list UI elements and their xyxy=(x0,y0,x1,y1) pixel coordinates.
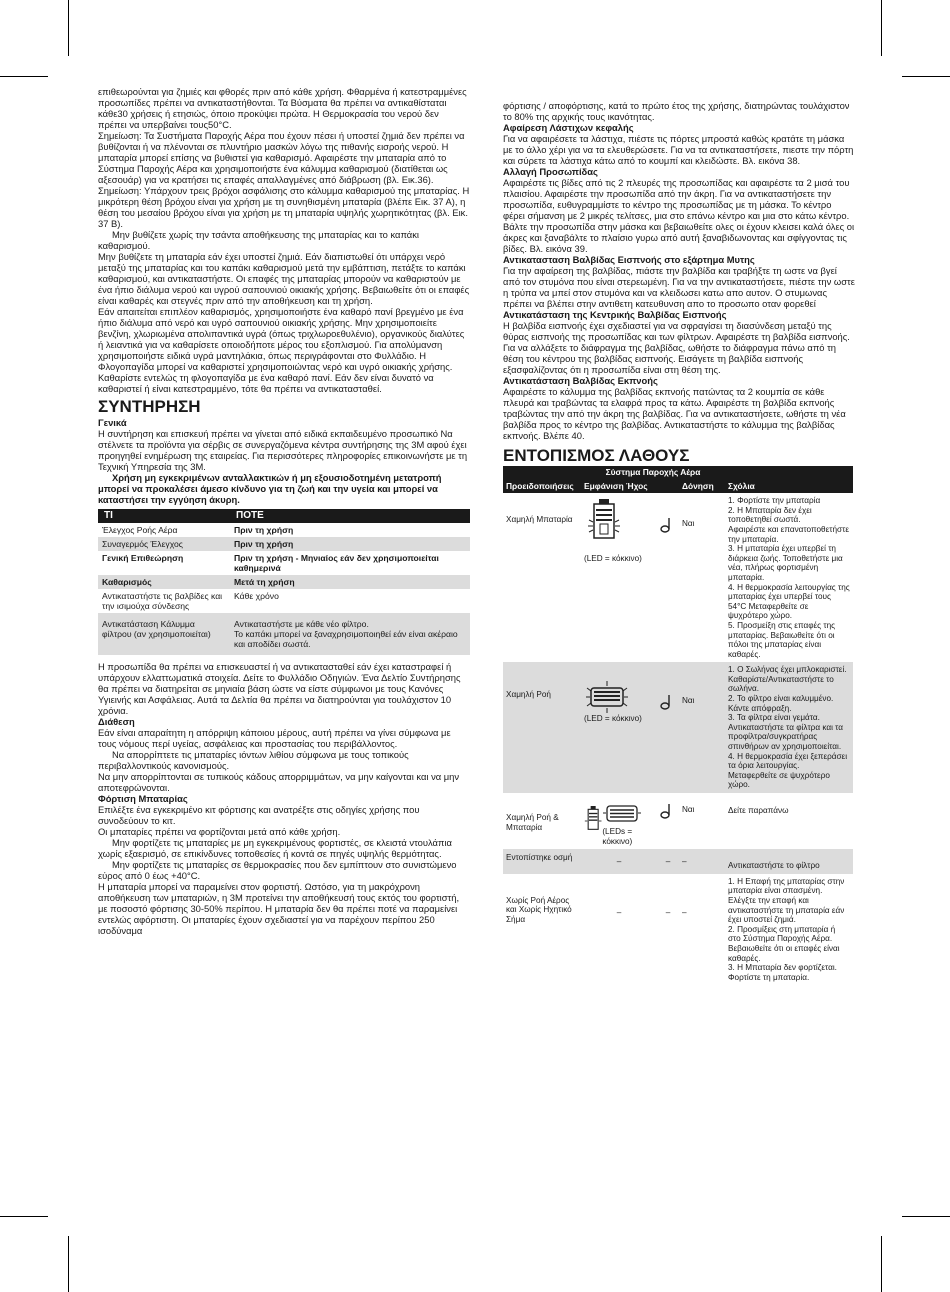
vibration-cell: – xyxy=(682,907,687,917)
table-row xyxy=(98,523,470,537)
warning-text: Χρήση μη εγκεκριμένων ανταλλακτικών ή μη εξουσιοδοτημένη μετατροπή μπορεί να προκαλέσει άμεσο κίνδυνο για τη ζωή και την υγεία και μπορεί να καταστήσει την εγγύηση άκυρη. xyxy=(98,472,442,505)
table-row xyxy=(503,874,853,986)
battery-led-icon xyxy=(584,801,602,841)
paragraph: Η προσωπίδα θα πρέπει να επισκευαστεί ή να αντικατασταθεί εάν έχει καταστραφεί ή υπάρχουν ελλαττωματικά στοιχεία. Δείτε το Φυλλάδιο Οδηγιών. Ένα Δελτίο Συντήρησης θα πρέπει να διατηρείται σε μηνιαία βάση ώστε να είστε σύμφωνοι με τους Κανόνες Υγιεινής και Ασφάλειας. Αυτά τα Δελτία θα πρέπει να διατηρούνται για τουλάχιστον 10 χρόνια. xyxy=(98,661,461,716)
vibration-cell: Ναι xyxy=(679,662,725,793)
paragraph: Μην βυθίζετε τη μπαταρία εάν έχει υποστεί ζημιά. Εάν διαπιστωθεί ότι υπάρχει νερό μεταξύ της μπαταρίας και του καπάκι καθαρισμού μετά την εμβάπτιση, πετάξτε το καπάκι καθαρισμού, και αντικαταστήστε. Οι επαφές της μπαταρίας μπορούν να καθαριστούν με ένα ήπιο διάλυμα νερού και υγρού σαπουνιού οικιακής χρήσης. Βεβαιωθείτε ότι οι επαφές είναι καθαρές και στεγνές πριν από την αποθήκευση και τη χρήση. xyxy=(98,251,470,306)
sound-cell xyxy=(657,493,679,662)
table-row xyxy=(98,613,470,655)
crop-mark xyxy=(0,76,48,77)
paragraph: Η βαλβίδα εισπνοής έχει σχεδιαστεί για να σφραγίσει τη διασύνδεση μεταξύ της θύρας εισπνοής της προσωπίδας και των φίλτρων. Αφαιρέστε τη βαλβίδα εισπνοής. Για να αλλάξετε το διάφραγμα της βαλβίδας, ωθήστε το διάφραγμα πάνω από τη θέση του κέντρου της βαλβίδας εισπνοής. Εισάγετε τη βαλβίδα εισπνοής εξασφαλίζοντας ότι η προσωπίδα είναι στη θέση της. xyxy=(503,320,850,375)
charging-heading: Φόρτιση Μπαταρίας xyxy=(98,793,188,804)
paragraph: Μην φορτίζετε τις μπαταρίες με μη εγκεκριμένους φορτιστές, σε κλειστά ντουλάπια χωρίς εξαερισμό, σε επικίνδυνες τοποθεσίες ή κοντά σε πηγές υψηλής θερμότητας. xyxy=(98,837,452,859)
vibration-cell: – xyxy=(679,849,725,874)
paragraph: Σημείωση: Υπάρχουν τρεις βρόχοι ασφάλισης στο κάλυμμα καθαρισμού της μπαταρίας. Η μικρότερη θέση βρόχου είναι για χρήση με τη συνηθισμένη μπαταρία (βλέπε Εικ. 37 Α), η θέση του μεσαίου βρόχου είναι για χρήση με τη μπαταρία υψηλής χωρητικότητας (βλ. Εικ. 37 Β). xyxy=(98,185,470,229)
vibration-cell: Ναι xyxy=(682,805,695,814)
when-cell: Πριν τη χρήση xyxy=(230,537,470,551)
warning-cell: Εντοπίστηκε οσμή xyxy=(503,849,581,874)
comments-cell: Αντικαταστήστε το φίλτρο xyxy=(725,849,853,874)
warning-cell: Χαμηλή Ροή xyxy=(503,662,581,793)
paragraph: Εάν είναι απαραίτητη η απόρριψη κάποιου μέρους, αυτή πρέπει να γίνει σύμφωνα με τους νόμους περί υγείας, ασφάλειας και προστασίας του περιβάλλοντος. xyxy=(98,727,451,749)
crop-mark xyxy=(881,0,882,56)
crop-mark xyxy=(902,76,950,77)
airflow-led-icon xyxy=(602,801,642,827)
sound-cell: – xyxy=(657,849,679,874)
what-cell: Αντικαταστήστε τις βαλβίδες και την ισιμούχα σύνδεσης xyxy=(102,591,223,611)
sound-cell xyxy=(657,662,679,793)
paragraph: Εάν απαιτείται επιπλέον καθαρισμός, χρησιμοποιήστε ένα καθαρό πανί βρεγμένο με ένα ήπιο διάλυμα από νερό και υγρό σαπουνιού οικιακής χρήσης. Μην χρησιμοποιείτε βενζίνη, χλωριωμένα απολιπαντικά υγρά (όπως τριχλωροεθυλένιο), οργανικούς διαλύτες ή λειαντικά για να καθαρίσετε οποιοδήποτε μέρος του εξοπλισμού. Για απολύμανση χρησιμοποιήστε ειδικά υγρά μαντηλάκια, όπως περιγράφονται στο Φυλλάδιο. Η Φλογοπαγίδα μπορεί να καθαριστεί χρησιμοποιώντας νερό και υγρό οικιακής χρήσης. Καθαρίστε εντελώς τη φλογοπαγίδα με ένα καθαρό πανί. Εάν δεν είναι δυνατό να καθαριστεί ή είναι κατεστραμμένο, τότε θα πρέπει να αντικατασταθεί. xyxy=(98,306,465,394)
table-row xyxy=(503,493,853,662)
section-heading: Αλλαγή Προσωπίδας xyxy=(503,166,598,177)
table-row xyxy=(503,849,853,874)
table-row xyxy=(98,575,470,589)
section-heading: Αφαίρεση Λάστιχων κεφαλής xyxy=(503,122,634,133)
disposal-heading: Διάθεση xyxy=(98,716,135,727)
what-cell: Συναγερμός Έλεγχος xyxy=(98,537,230,551)
paragraph: επιθεωρούνται για ζημιές και φθορές πριν από κάθε χρήση. Φθαρμένα ή κατεστραμμένες προσωπίδες πρέπει να αντικαταστήθονται. Τα Βύσματα θα πρέπει να αντικαθίσταται κάθε30 χρήσεις ή ετησιώς, όποιο προκύψει πρώτα. Η Θερμοκρασία του νερού δεν πρέπει να υπερβαίνει τους50°C. xyxy=(98,86,467,130)
led-note: (LED = κόκκινο) xyxy=(584,714,642,724)
music-note-icon xyxy=(660,694,674,710)
comments-cell: Δείτε παραπάνω xyxy=(728,806,789,815)
left-column xyxy=(98,86,470,936)
when-line: Αντικαταστήστε με κάθε νέο φίλτρο. xyxy=(234,619,369,629)
music-note-icon xyxy=(660,517,674,533)
when-cell: Πριν τη χρήση - Μηνιαίος εάν δεν χρησιμοποιείται καθημερινά xyxy=(234,553,439,573)
music-note-icon xyxy=(660,803,674,819)
warning-cell: Χωρίς Ροή Αέρος και Χωρίς Ηχητικό Σήμα xyxy=(506,895,572,924)
general-heading: Γενικά xyxy=(98,417,127,428)
col-when: ΠΟΤΕ xyxy=(230,509,470,523)
when-line: Το καπάκι μπορεί να ξαναχρησιμοποιηθεί εάν είναι ακέραιο και αποδίδει σωστά. xyxy=(234,629,458,649)
display-cell xyxy=(581,793,657,849)
col-display: Εμφάνιση Ήχος xyxy=(581,480,657,494)
what-cell: Έλεγχος Ροής Αέρα xyxy=(102,525,178,535)
crop-mark xyxy=(68,1236,69,1292)
when-cell: Μετά τη χρήση xyxy=(230,575,470,589)
comments-cell: 1. Η Επαφή της μπαταρίας στην μπαταρία είναι σπασμένη. Ελέγξτε την επαφή και αντικαταστήστε τη μπαταρία εάν έχει υποστεί ζημιά. 2. Προσμίξεις στη μπαταρία ή στο Σύστημα Παροχής Αέρα. Βεβαιωθείτε ότι οι επαφές είναι καθαρές. 3. Η Μπαταρία δεν φορτίζεται. Φορτίστε τη μπαταρία. xyxy=(728,876,845,982)
col-vibration: Δόνηση xyxy=(679,480,725,494)
table-row xyxy=(503,662,853,793)
comments-cell: 1. Ο Σωλήνας έχει μπλοκαριστεί. Καθαρίστε/Αντικαταστήστε το σωλήνα. 2. Το φίλτρο είναι καλυμμένο. Κάντε απόφραξη. 3. Τα φίλτρα είναι γεμάτα. Αντικαταστήστε τα φίλτρα και τα προφίλτρα/συγκρατήρας σπινθήρων αν χρησιμοποιείται. 4. Η θερμοκρασία έχει ξεπεράσει τα όρια λειτουργίας. Μεταφερθείτε σε ψυχρότερο χώρο. xyxy=(725,662,853,793)
section-heading: Αντικατάσταση της Κεντρικής Βαλβίδας Εισπνοής xyxy=(503,309,727,320)
paragraph: Σημείωση: Τα Συστήματα Παροχής Αέρα που έχουν πέσει ή υποστεί ζημιά δεν πρέπει να βυθίζονται ή να πλένονται σε πλυντήριο μασκών λόγω της πιθανής εισροής νερού. Η μπαταρία μπορεί επίσης να βυθιστεί για καθαρισμό. Αφαιρέστε την μπαταρία από το Σύστημα Παροχής Αέρα και χρησιμοποιήστε ένα κάλυμμα καθαρισμού (διατίθεται ως αξεσουάρ) για να κρατήσει τις επαφές απαλλαγμένες από διάβρωση (βλ. Εικ.36). xyxy=(98,130,465,185)
paragraph: Αφαιρέστε τις βίδες από τις 2 πλευρές της προσωπίδας και αφαιρέστε τα 2 μισά του πλαισίου. Αφαιρέστε την προσωπίδα από την άκρη. Για να αντικαταστήσετε την προσωπίδα, ευθυγραμμίστε το κέντρο της προσωπίδας με τη μάσκα. Το κέντρο φέρει σήμανση με 2 μικρές τελίτσες, μια στο επάνω κέντρο και μια στο κάτω κέντρο. Βάλτε την προσωπίδα στην μάσκα και βεβαιωθείτε ολες οι έχουν κλεισει καλά όλες οι άκρες και ξαναβάλτε το πλαίσιο γυρω από αυτή ξαναβιδωνοντας και σφίγγοντας τις βίδες. Βλ. εικόνα 39. xyxy=(503,177,855,254)
sound-cell xyxy=(657,793,679,849)
display-cell: – xyxy=(581,849,657,874)
system-header: Σύστημα Παροχής Αέρα xyxy=(581,466,725,480)
paragraph: Η μπαταρία μπορεί να παραμείνει στον φορτιστή. Ωστόσο, για τη μακρόχρονη αποθήκευση των μπαταριών, η 3Μ προτείνει την αποθήκευσή τους εκτός του φορτιστή, με ποσοστό φόρτισης 30-50% περίπου. Η μπαταρία δεν θα πρέπει ποτέ να παραμείνει εντελώς αφόρτιστη. Οι μπαταρίες έχουν σχεδιαστεί για να παρέχουν περίπου 250 ισοδύναμα xyxy=(98,881,460,936)
when-cell: Κάθε χρόνο xyxy=(234,591,279,601)
section-heading: Αντικατάσταση Βαλβίδας Εκπνοής xyxy=(503,375,658,386)
vibration-cell: Ναι xyxy=(682,519,695,529)
right-column xyxy=(503,100,855,985)
warning-cell: Χαμηλή Ροή & Μπαταρία xyxy=(506,813,559,832)
led-note: (LEDs = κόκκινο) xyxy=(602,827,633,846)
paragraph: Οι μπαταρίες πρέπει να φορτίζονται μετά από κάθε χρήση. xyxy=(98,826,341,837)
section-heading: Αντικατασταση Βαλβίδας Εισπνοής στο εξάρτημα Μυτης xyxy=(503,254,755,265)
paragraph: Επιλέξτε ένα εγκεκριμένο κιτ φόρτισης και ανατρέξτε στις οδηγίες χρήσης που συνοδεύουν το κιτ. xyxy=(98,804,420,826)
sound-cell: – xyxy=(665,907,671,917)
what-cell: Αντικατάσταση Κάλυμμα φίλτρου (αν χρησιμοποιείται) xyxy=(98,613,230,655)
paragraph: Για να αφαιρέσετε τα λάστιχα, πιέστε τις πόρτες μπροστά καθώς κρατάτε τη μάσκα με το άλλο χέρι για να τα ελευθερώσετε. Για να τα αντικαταστήσετε, πιεστε την πόρτη και σύρετε τα λάστιχα κάτω από το κουμπί και κλειδώστε. Βλ. εικόνα 38. xyxy=(503,133,854,166)
paragraph: Μην βυθίζετε χωρίς την τσάντα αποθήκευσης της μπαταρίας και το καπάκι καθαρισμού. xyxy=(98,229,419,251)
table-row xyxy=(98,537,470,551)
when-cell: Πριν τη χρήση xyxy=(234,525,294,535)
col-warnings: Προειδοποιήσεις xyxy=(503,480,581,494)
maintenance-table xyxy=(98,509,470,655)
col-comments: Σχόλια xyxy=(725,480,853,494)
paragraph: Αφαιρέστε το κάλυμμα της βαλβίδας εκπνοής πατώντας τα 2 κουμπία σε κάθε πλευρά και τραβώντας τα ελαφρά προς τα κάτω. Αφαιρέστε τη βαλβίδα εκπνοής τραβώντας την από την άκρη της βαλβίδας. Για να αντικαταστήσετε, ωθήστε τη νέα βαλβίδα προς το κέντρο της βαλβίδας. Αντικαταστήστε το κάλυμμα της βαλβίδας εκπνοής. Βλέπε 40. xyxy=(503,386,846,441)
crop-mark xyxy=(881,1236,882,1292)
display-cell: – xyxy=(616,907,622,917)
paragraph: Να απορρίπτετε τις μπαταρίες ιόντων λιθίου σύμφωνα με τους τοπικούς περιβαλλοντικούς κανονισμούς. xyxy=(98,749,409,771)
display-cell xyxy=(581,662,657,793)
maintenance-heading: ΣΥΝΤΗΡΗΣΗ xyxy=(98,397,201,416)
crop-mark xyxy=(68,0,69,56)
paragraph: Για την αφαίρεση της βαλβίδας, πιάστε την βαλβίδα και τραβήξτε τη ωστε να βγεί από τον στυμόνα που είναι στερεωμένη. Για να την αντικαταστήσετε, πιέστε την ωστε η τρύπα να μπεί στον στυμόνα και να κλειδωσει κατω απο αυτον. Ο στυμωνας πρέπει να βλέπει στην αντιθετη κατευθυνση απο το προσωπο οταν φορεθεί xyxy=(503,265,855,309)
crop-mark xyxy=(902,1216,950,1217)
col-what: ΤΙ xyxy=(98,509,230,523)
battery-led-icon xyxy=(584,496,624,554)
crop-mark xyxy=(0,1216,48,1217)
table-row xyxy=(503,793,853,849)
warning-cell: Χαμηλή Μπαταρία xyxy=(506,515,573,525)
airflow-led-icon xyxy=(584,680,630,714)
paragraph: φόρτισης / αποφόρτισης, κατά το πρώτο έτος της χρήσης, διατηρώντας τουλάχιστον το 80% της αρχικής τους ικανότητας. xyxy=(503,100,850,122)
led-note: (LED = κόκκινο) xyxy=(584,554,642,564)
troubleshooting-heading: ΕΝΤΟΠΙΣΜΟΣ ΛΑΘΟΥΣ xyxy=(503,446,690,465)
table-row xyxy=(98,551,470,575)
table-row xyxy=(98,589,470,613)
what-cell: Καθαρισμός xyxy=(98,575,230,589)
display-cell xyxy=(581,493,657,662)
paragraph: Μην φορτίζετε τις μπαταρίες σε θερμοκρασίες που δεν εμπίπτουν στο συνιστώμενο εύρος από 0 έως +40°C. xyxy=(98,859,457,881)
col-sound: Ήχος xyxy=(626,480,648,491)
comments-cell: 1. Φορτίστε την μπαταρία 2. Η Μπαταρία δεν έχει τοποθετηθεί σωστά. Αφαιρέστε και επανατοποθετήστε την μπαταρία. 3. Η μπαταρία έχει υπερβεί τη διάρκεια ζωής. Τοποθετήστε μια νέα, πλήρως φορτισμένη μπαταρία. 4. Η θερμοκρασία λειτουργίας της μπαταρίας έχει υπερβεί τους 54°C Μεταφερθείτε σε ψυχρότερο χώρο. 5. Προσμείξη στις επαφές της μπαταρίας. Βεβαιωθείτε ότι οι πόλοι της μπαταρίας είναι καθαρές. xyxy=(728,496,850,659)
when-cell xyxy=(230,613,470,655)
paragraph: Η συντήρηση και επισκευή πρέπει να γίνεται από ειδικά εκπαιδευμένο προσωπικό Να στέλνετε τα προϊόντα για σέρβις σε συνεργαζόμενα κέντρα συντήρησης της 3Μ αφού έχει προηγηθεί ενημέρωση της εταιρείας. Για περισσότερες πληροφορίες επικοινωνήστε με τη Τεχνική Υπηρεσία της 3Μ. xyxy=(98,428,468,472)
troubleshooting-table xyxy=(503,466,853,985)
what-cell: Γενική Επιθεώρηση xyxy=(102,553,184,563)
paragraph: Να μην απορρίπτονται σε τυπικούς κάδους απορριμμάτων, να μην καίγονται και να μην αποτεφρώνονται. xyxy=(98,771,460,793)
